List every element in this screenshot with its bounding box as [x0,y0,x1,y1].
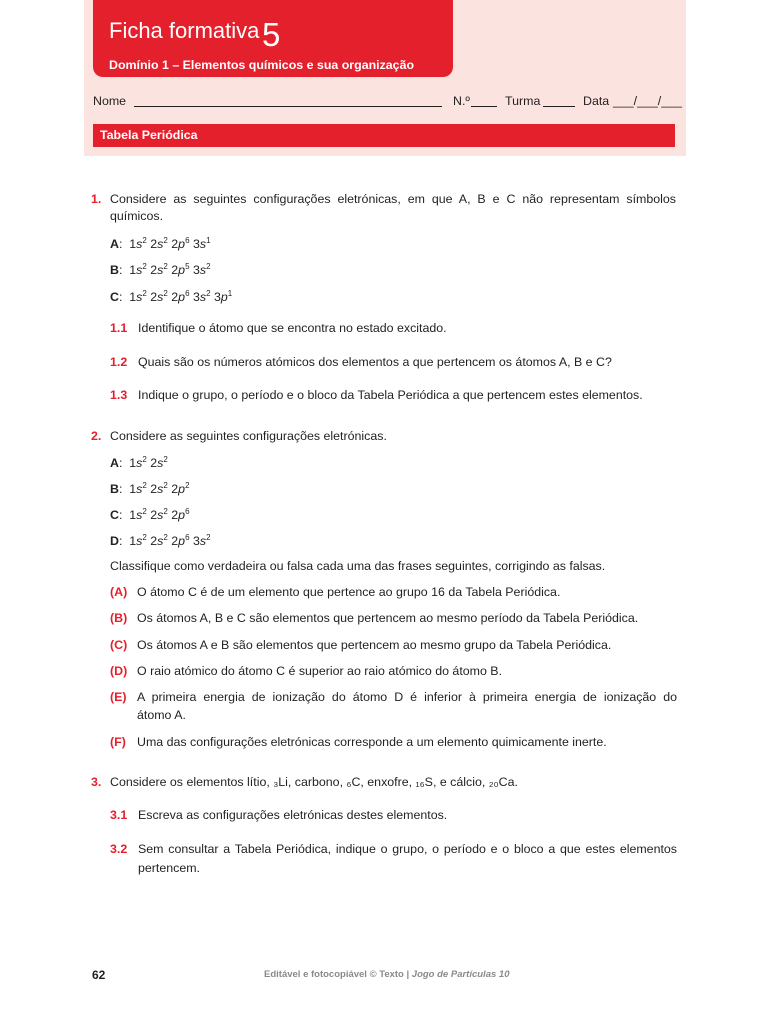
q1-stem-line2: químicos. [110,209,164,223]
q1-number: 1. [91,192,102,206]
q2-option-b-label: (B) [110,611,128,625]
q2-option-e-text: A primeira energia de ionização do átomo D é inferior à primeira energia de ionização do [137,690,677,704]
class-field[interactable] [543,94,575,107]
q2-stem: Considere as seguintes configurações eletrónicas. [110,429,387,443]
q2-option-d-text: O raio atómico do átomo C é superior ao raio atómico do átomo B. [137,664,503,678]
class-label: Turma [505,94,541,108]
q3-stem: Considere os elementos lítio, ₃Li, carbono, ₆C, enxofre, ₁₆S, e cálcio, ₂₀Ca. [110,775,518,789]
q3-1-text: Escreva as configurações eletrónicas destes elementos. [138,808,448,822]
footer-credit: Editável e fotocopiável © Texto | Jogo de Partículas 10 [264,969,510,980]
name-label: Nome [93,94,127,108]
q3-2-number: 3.2 [110,842,128,856]
q1-config-b: B: $1s^2$ $2s^2$ $2p^5$ $3s^2$ [110,262,211,277]
q2-option-f-label: (F) [110,735,126,749]
q2-option-f-text: Uma das configurações eletrónicas corresponde a um elemento quimicamente inerte. [137,735,607,749]
page-number: 62 [92,968,106,982]
date-label: Data [583,94,610,108]
q3-1-number: 3.1 [110,808,128,822]
q1-3-text: Indique o grupo, o período e o bloco da Tabela Periódica a que pertencem estes elementos. [138,388,643,402]
q2-option-a-text: O átomo C é de um elemento que pertence ao grupo 16 da Tabela Periódica. [137,585,561,599]
q2-option-d-label: (D) [110,664,128,678]
q2-option-a-label: (A) [110,585,128,599]
q1-config-a: A: $1s^2$ $2s^2$ $2p^6$ $3s^1$ [110,236,211,251]
q2-config-b: B: $1s^2$ $2s^2$ $2p^2$ [110,481,190,496]
q1-config-c: C: $1s^2$ $2s^2$ $2p^6$ $3s^2$ $3p^1$ [110,289,233,304]
q2-config-d: D: $1s^2$ $2s^2$ $2p^6$ $3s^2$ [110,533,211,548]
q2-config-a: A: $1s^2$ $2s^2$ [110,455,168,470]
worksheet-title: Ficha formativa [109,18,260,43]
q1-2-text: Quais são os números atómicos dos elementos a que pertencem os átomos A, B e C? [138,355,612,369]
q3-number: 3. [91,775,102,789]
q2-option-e-label: (E) [110,690,127,704]
student-info-line [93,94,683,110]
q3-2-text-line2: pertencem. [138,861,200,875]
section-title: Tabela Periódica [100,128,198,142]
q1-3-number: 1.3 [110,388,128,402]
q2-option-e-text-line2: átomo A. [137,708,186,722]
name-field[interactable] [134,94,442,107]
q2-number: 2. [91,429,102,443]
q2-instruction: Classifique como verdadeira ou falsa cada uma das frases seguintes, corrigindo as falsas. [110,559,606,573]
q2-option-c-label: (C) [110,638,128,652]
number-field[interactable] [471,94,497,107]
date-field[interactable]: ___/___/___ [613,94,682,108]
q2-option-c-text: Os átomos A e B são elementos que pertencem ao mesmo grupo da Tabela Periódica. [137,638,612,652]
q1-1-text: Identifique o átomo que se encontra no estado excitado. [138,321,447,335]
q1-2-number: 1.2 [110,355,128,369]
book-title: Jogo de Partículas 10 [411,969,510,980]
q2-config-c: C: $1s^2$ $2s^2$ $2p^6$ [110,507,190,522]
q1-stem-line1: Considere as seguintes configurações eletrónicas, em que A, B e C não representam símbolos [110,192,676,206]
domain-subtitle: Domínio 1 – Elementos químicos e sua organização [109,58,415,72]
worksheet-number: 5 [262,16,281,53]
q3-2-text: Sem consultar a Tabela Periódica, indique o grupo, o período e o bloco a que estes elementos [138,842,677,856]
q1-1-number: 1.1 [110,321,128,335]
q2-option-b-text: Os átomos A, B e C são elementos que pertencem ao mesmo período da Tabela Periódica. [137,611,639,625]
number-label: N.º [453,94,470,108]
